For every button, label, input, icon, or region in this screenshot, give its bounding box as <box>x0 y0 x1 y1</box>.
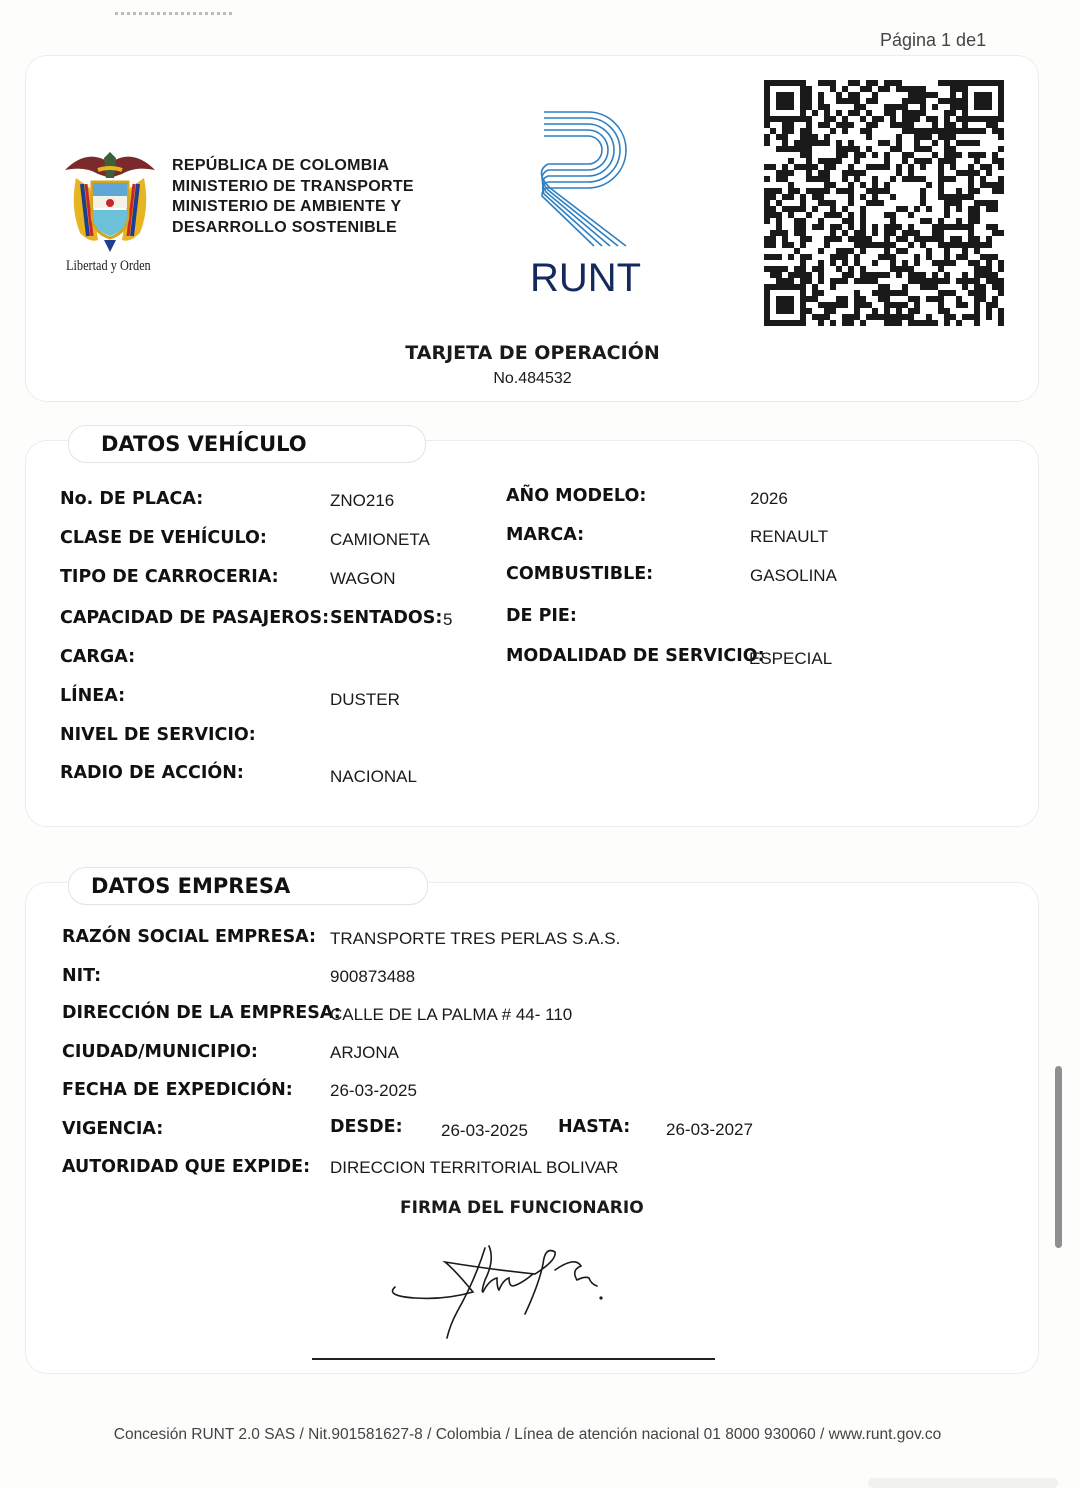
vigencia-desde-label: DESDE: <box>330 1117 403 1137</box>
gov-line: REPÚBLICA DE COLOMBIA <box>172 157 390 174</box>
field-label: RAZÓN SOCIAL EMPRESA: <box>62 927 317 947</box>
field-label: CIUDAD/MUNICIPIO: <box>62 1042 258 1062</box>
field-value: GASOLINA <box>750 566 837 585</box>
field-value: NACIONAL <box>330 767 417 786</box>
page-indicator: Página 1 de1 <box>880 30 987 50</box>
field-value: ARJONA <box>330 1043 399 1062</box>
vigencia-desde-value: 26-03-2025 <box>441 1121 528 1140</box>
field-label: DIRECCIÓN DE LA EMPRESA: <box>62 1003 341 1023</box>
qr-code-icon <box>764 80 1004 326</box>
field-label: CAPACIDAD DE PASAJEROS: <box>60 608 330 628</box>
field-value: 5 <box>443 610 453 629</box>
field-label: RADIO DE ACCIÓN: <box>60 763 244 783</box>
field-label: LÍNEA: <box>60 686 126 706</box>
field-value: CAMIONETA <box>330 530 430 549</box>
field-value: RENAULT <box>750 527 829 546</box>
coat-of-arms-icon <box>60 148 160 258</box>
government-heading <box>172 156 414 238</box>
field-label: CARGA: <box>60 647 136 667</box>
field-label: MARCA: <box>506 525 585 545</box>
field-value: 900873488 <box>330 967 416 986</box>
field-value: DIRECCION TERRITORIAL BOLIVAR <box>330 1158 619 1177</box>
field-label: NIVEL DE SERVICIO: <box>60 725 256 745</box>
field-label: VIGENCIA: <box>62 1119 164 1139</box>
runt-logo-text: RUNT <box>530 256 642 300</box>
field-value: ESPECIAL <box>749 649 833 668</box>
scan-artifact-mark <box>115 12 235 15</box>
vertical-scrollbar[interactable] <box>1055 1066 1062 1248</box>
field-value: 2026 <box>750 489 788 508</box>
vigencia-hasta-value: 26-03-2027 <box>666 1120 753 1139</box>
signature-label: FIRMA DEL FUNCIONARIO <box>400 1198 644 1218</box>
signature-icon <box>385 1240 615 1350</box>
gov-line: DESARROLLO SOSTENIBLE <box>172 218 397 236</box>
field-value: ZNO216 <box>330 491 395 510</box>
field-value: WAGON <box>330 569 396 588</box>
field-label: AÑO MODELO: <box>506 486 647 506</box>
company-section-title: DATOS EMPRESA <box>68 867 428 905</box>
document-number: No.484532 <box>493 370 572 387</box>
field-value: TRANSPORTE TRES PERLAS S.A.S. <box>330 929 621 948</box>
field-label: CLASE DE VEHÍCULO: <box>60 528 267 548</box>
field-label: FECHA DE EXPEDICIÓN: <box>62 1080 293 1100</box>
field-label: No. DE PLACA: <box>60 489 204 509</box>
field-value: DUSTER <box>330 690 400 709</box>
field-sublabel: SENTADOS: <box>330 608 443 628</box>
runt-logo-icon <box>538 104 638 254</box>
field-label: DE PIE: <box>506 606 577 626</box>
gov-line: MINISTERIO DE AMBIENTE Y <box>172 198 402 215</box>
field-label: COMBUSTIBLE: <box>506 564 654 584</box>
signature-line <box>312 1358 715 1360</box>
bottom-edge-bar <box>868 1478 1058 1488</box>
document-title: TARJETA DE OPERACIÓN <box>405 342 660 364</box>
vigencia-hasta-label: HASTA: <box>558 1117 631 1137</box>
field-value: CALLE DE LA PALMA # 44- 110 <box>330 1005 573 1024</box>
coat-of-arms-motto: Libertad y Orden <box>66 258 151 274</box>
field-label: MODALIDAD DE SERVICIO: <box>506 646 765 666</box>
gov-line: MINISTERIO DE TRANSPORTE <box>172 177 414 195</box>
field-label: AUTORIDAD QUE EXPIDE: <box>62 1157 311 1177</box>
field-value: 26-03-2025 <box>330 1081 417 1100</box>
footer-text: Concesión RUNT 2.0 SAS / Nit.901581627-8 / Colombia / Línea de atención nacional 01 8000 930060 / www.runt.gov.co <box>113 1426 942 1443</box>
field-label: NIT: <box>62 966 102 986</box>
field-label: TIPO DE CARROCERIA: <box>60 567 279 587</box>
vehicle-section-title: DATOS VEHÍCULO <box>68 425 426 463</box>
